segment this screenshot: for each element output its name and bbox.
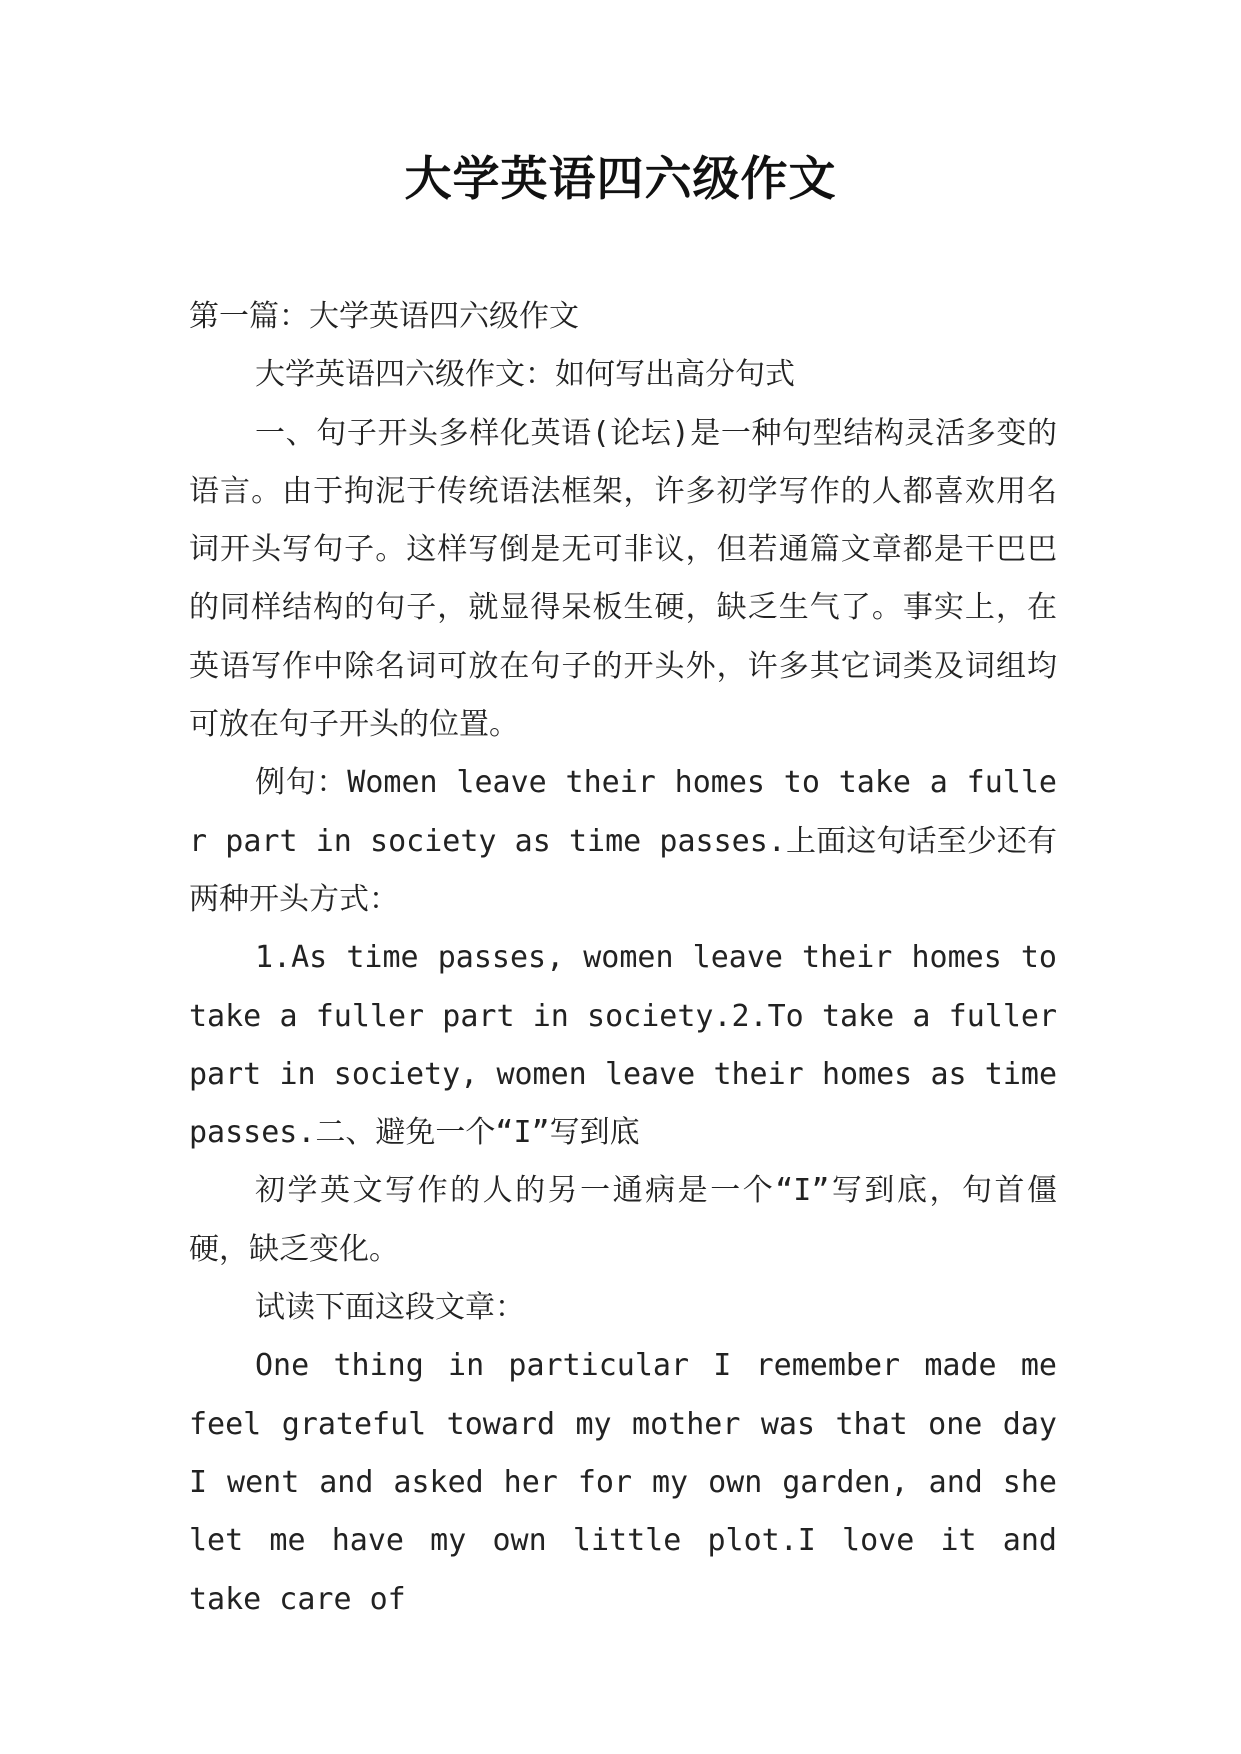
section-heading: 第一篇：大学英语四六级作文 xyxy=(189,299,579,334)
example-paragraph: 例句：Women leave their homes to take a fuller part in society as time passes.上面这句话至少还有两种开头方式： xyxy=(189,765,1057,917)
subtitle-paragraph: 大学英语四六级作文：如何写出高分句式 xyxy=(255,357,795,393)
example-variants-paragraph: 1.As time passes, women leave their homes to take a fuller part in society.2.To take a fuller part in society, women leave their homes as time passes.二、避免一个“I”写到底 xyxy=(189,940,1057,1151)
document-title: 大学英语四六级作文 xyxy=(404,152,837,207)
body-paragraph: 试读下面这段文章： xyxy=(255,1290,525,1326)
english-sample-paragraph: One thing in particular I remember made me feel grateful toward my mother was that one day I went and asked her for my own garden, and she let me have my own little plot.I love it and take care of xyxy=(189,1348,1057,1617)
document-body xyxy=(189,288,1057,1629)
body-paragraph: 一、句子开头多样化英语(论坛)是一种句型结构灵活多变的语言。由于拘泥于传统语法框架，许多初学写作的人都喜欢用名词开头写句子。这样写倒是无可非议，但若通篇文章都是干巴巴的同样结构的句子，就显得呆板生硬，缺乏生气了。事实上，在英语写作中除名词可放在句子的开头外，许多其它词类及词组均可放在句子开头的位置。 xyxy=(189,415,1057,743)
body-paragraph: 初学英文写作的人的另一通病是一个“I”写到底，句首僵硬，缺乏变化。 xyxy=(189,1173,1057,1267)
